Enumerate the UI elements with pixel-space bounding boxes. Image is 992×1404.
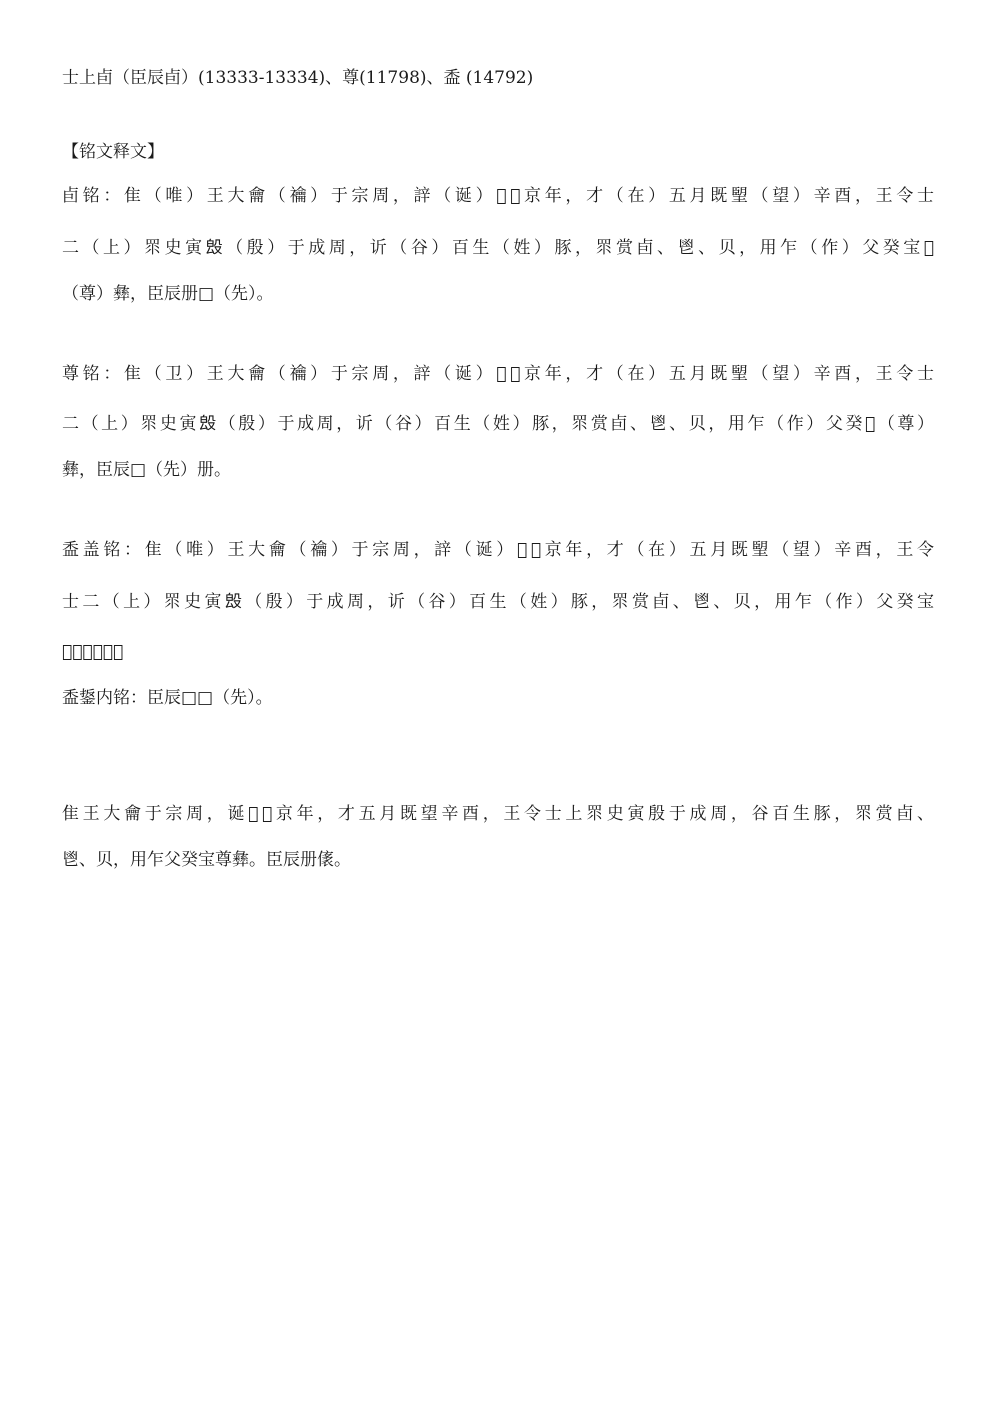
he-lid-inscription-line: 盉盖铭：隹（唯）王大龠（禴）于宗周，䛨（诞）𪞷𧫆京年，才（在）五月既朢（望）辛酉，王令 (62, 540, 934, 560)
zun-inscription-line: 尊铭：隹（卫）王大龠（禴）于宗周，䛨（诞）𪞷𧫆京年，才（在）五月既朢（望）辛酉，王令士 (62, 364, 934, 384)
he-body-inscription-line: 盉鋬内铭：臣辰□□（先）。 (62, 688, 273, 708)
modern-reading-line: 隹王大龠于宗周，诞𪞷𧫆京年，才五月既望辛酉，王令士上眔史寅殷于成周，谷百生豚，眔赏卣、 (62, 804, 934, 824)
vessel-catalog-line: 士上卣（臣辰卣）(13333-13334)、尊(11798)、盉 (14792) (62, 68, 534, 88)
section-heading: 【铭文释文】 (62, 142, 164, 162)
he-lid-inscription-line: 士二（上）眔史寅𣪕（殷）于成周，䜣（谷）百生（姓）豚，眔赏卣、鬯、贝，用乍（作）父癸宝 (62, 592, 934, 612)
zun-inscription-line: 彝，臣辰□（先）册。 (62, 460, 232, 480)
you-inscription-line: 二（上）眔史寅𣪕（殷）于成周，䜣（谷）百生（姓）豚，眔赏卣、鬯、贝，用乍（作）父癸宝𨽌 (62, 238, 934, 258)
he-lid-inscription-line: 𨽌（尊）彝； (62, 642, 124, 662)
you-inscription-line: 卣铭：隹（唯）王大龠（禴）于宗周，䛨（诞）𪞷𧫆京年，才（在）五月既朢（望）辛酉，王令士 (62, 186, 934, 206)
modern-reading-line: 鬯、贝，用乍父癸宝尊彝。臣辰册㒅。 (62, 850, 351, 870)
you-inscription-line: （尊）彝，臣辰册□（先）。 (62, 284, 274, 304)
zun-inscription-line: 二（上）眔史寅𣪕（殷）于成周，䜣（谷）百生（姓）豚，眔赏卣、鬯、贝，用乍（作）父癸𨽌（尊） (62, 414, 934, 434)
